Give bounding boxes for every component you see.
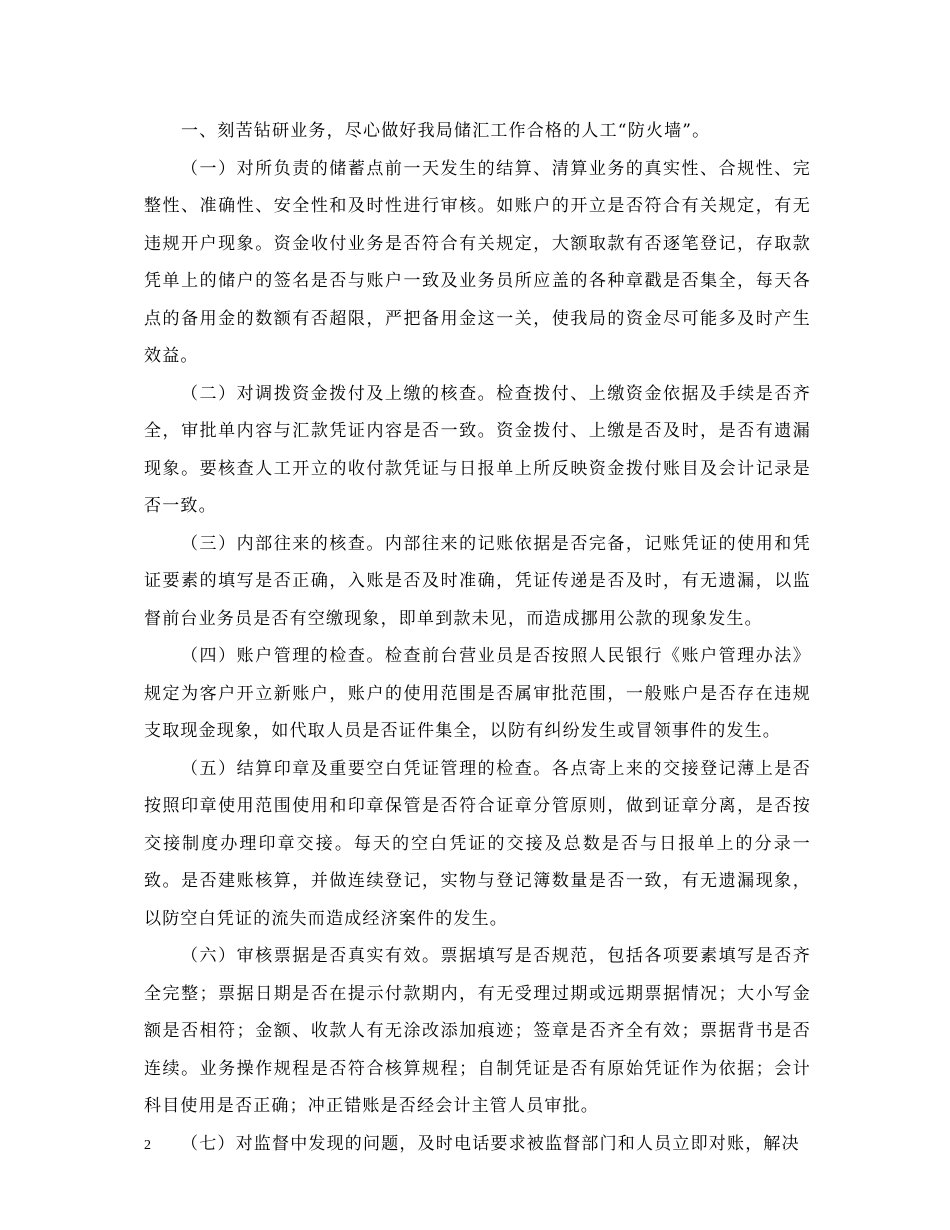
paragraph-3: （三）内部往来的核查。内部往来的记账依据是否完备，记账凭证的使用和凭证要素的填写是否正确，入账是否及时准确，凭证传递是否及时，有无遗漏，以监督前台业务员是否有空缴现象，即单到款未见，而造成挪用公款的现象发生。 (144, 533, 811, 629)
paragraph-6: （六）审核票据是否真实有效。票据填写是否规范，包括各项要素填写是否齐全完整；票据日期是否在提示付款期内，有无受理过期或远期票据情况；大小写金额是否相符；金额、收款人有无涂改添加痕迹；签章是否齐全有效；票据背书是否连续。业务操作规程是否符合核算规程；自制凭证是否有原始凭证作为依据；会计科目使用是否正确；冲正错账是否经会计主管人员审批。 (144, 946, 811, 1116)
paragraph-2: （二）对调拨资金拨付及上缴的核查。检查拨付、上缴资金依据及手续是否齐全，审批单内容与汇款凭证内容是否一致。资金拨付、上缴是否及时，是否有遗漏现象。要核查人工开立的收付款凭证与日报单上所反映资金拨付账目及会计记录是否一致。 (144, 383, 811, 516)
page-number: 2 (144, 1138, 151, 1153)
paragraph-1: （一）对所负责的储蓄点前一天发生的结算、清算业务的真实性、合规性、完整性、准确性、安全性和及时性进行审核。如账户的开立是否符合有关规定，有无违规开户现象。资金收付业务是否符合有关规定，大额取款有否逐笔登记，存取款凭单上的储户的签名是否与账户一致及业务员所应盖的各种章戳是否集全，每天各点的备用金的数额有否超限，严把备用金这一关，使我局的资金尽可能多及时产生效益。 (144, 158, 811, 366)
document-body (144, 113, 811, 1163)
paragraph-7: （七）对监督中发现的问题，及时电话要求被监督部门和人员立即对账，解决 (181, 1133, 800, 1154)
paragraph-5: （五）结算印章及重要空白凭证管理的检查。各点寄上来的交接登记薄上是否按照印章使用范围使用和印章保管是否符合证章分管原则，做到证章分离，是否按交接制度办理印章交接。每天的空白凭证的交接及总数是否与日报单上的分录一致。是否建账核算，并做连续登记，实物与登记簿数量是否一致，有无遗漏现象，以防空白凭证的流失而造成经济案件的发生。 (144, 758, 811, 929)
paragraph-4: （四）账户管理的检查。检查前台营业员是否按照人民银行《账户管理办法》规定为客户开立新账户，账户的使用范围是否属审批范围，一般账户是否存在违规支取现金现象，如代取人员是否证件集全，以防有纠纷发生或冒领事件的发生。 (144, 646, 811, 741)
section-heading: 一、刻苦钻研业务，尽心做好我局储汇工作合格的人工“防火墙”。 (181, 121, 711, 141)
